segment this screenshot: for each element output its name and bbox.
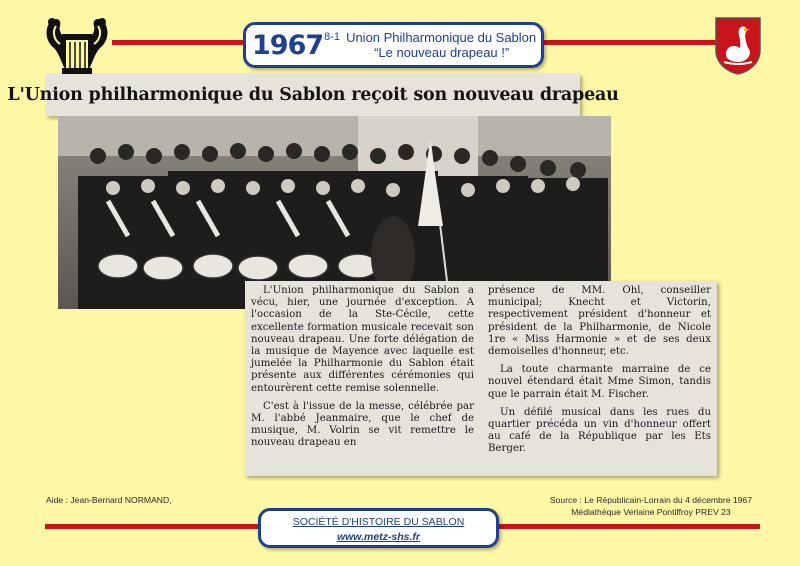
- top-red-line-right: [538, 40, 720, 45]
- top-red-line-left: [100, 40, 245, 45]
- year: 1967: [252, 29, 324, 61]
- source-line-1: Source : Le Républicain-Lorrain du 4 décembre 1967: [549, 495, 752, 505]
- article-paragraph: C'est à l'issue de la messe, célébrée par M. l'abbé Jeanmaire, que le chef de musique, M. Volrin se vit remettre le nouveau drapeau en: [251, 400, 474, 449]
- article-body: [245, 281, 717, 476]
- article-headline: L'Union philharmonique du Sablon reçoit son nouveau drapeau: [46, 74, 580, 116]
- source-credit: [550, 494, 752, 518]
- bottom-red-line-right: [498, 524, 760, 529]
- title-line-2: “Le nouveau drapeau !”: [374, 45, 510, 60]
- website-link[interactable]: www.metz-shs.fr: [336, 531, 421, 543]
- article-paragraph: L'Union philharmonique du Sablon a vécu, hier, une journée d'exception. A l'occasion de la Ste-Cécile, cette excellente formation musicale recevait son nouveau drapeau. Une forte délégation de la musique de Mayence avec laquelle est jumelée la Philharmonie du Sablon était présente aux différentes cérémonies qui entourèrent cette remise solennelle.: [251, 285, 474, 394]
- article-paragraph: présence de MM. Ohl, conseiller municipal; Knecht et Victorin, respectivement président d'honneur et président de la Philharmonie, de Nicole 1re « Miss Harmonie » et de ses deux demoiselles d'honneur, etc.: [488, 285, 711, 358]
- society-link[interactable]: SOCIÉTÉ D'HISTOIRE DU SABLON: [292, 516, 465, 528]
- sheet-number: 8-1: [324, 31, 341, 43]
- article-paragraph: Un défilé musical dans les rues du quartier précéda un vin d'honneur offert au café de la République par les Ets Berger.: [488, 406, 711, 455]
- footer-box: [258, 508, 499, 548]
- article-column-2: [488, 285, 711, 470]
- sablon-coat-of-arms-icon: [714, 16, 762, 76]
- title-box: [243, 22, 544, 68]
- title-lines: [346, 30, 536, 60]
- bottom-red-line-left: [45, 524, 260, 529]
- article-paragraph: La toute charmante marraine de ce nouvel étendard était Mme Simon, tandis que le parrain était M. Fischer.: [488, 364, 711, 400]
- source-line-2: Médiathèque Verlaine Pontiffroy PREV 23: [571, 507, 731, 517]
- title-line-1: Union Philharmonique du Sablon: [346, 30, 537, 45]
- aide-credit: Aide : Jean-Bernard NORMAND,: [46, 495, 172, 505]
- article-column-1: [251, 285, 474, 470]
